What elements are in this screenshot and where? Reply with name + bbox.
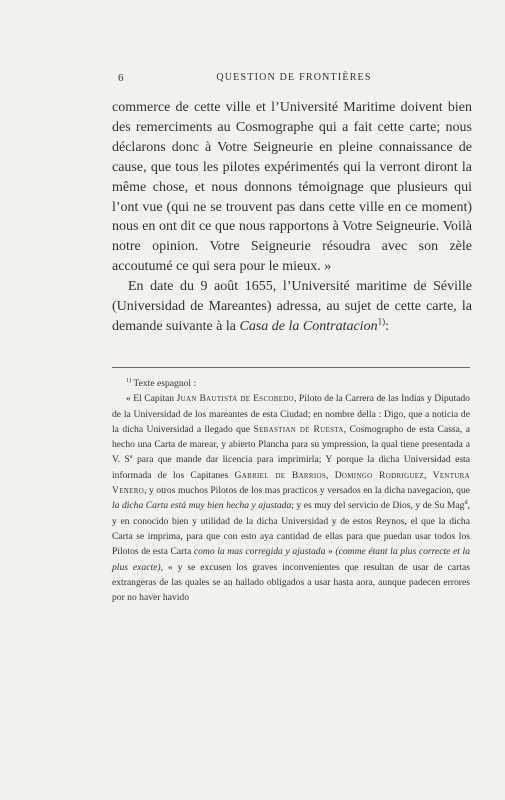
footnote [112, 376, 470, 605]
paragraph-1: commerce de cette ville et l’Université Maritime doivent bien des remerciments au Cosmographe qui a fait cette carte; nous déclarons donc à Votre Seigneurie en pleine connaissance de cause, que tous les pilotes expérimentés qui la verront diront la même chose, et nous donnons témoignage que plusieurs qui l’ont vue (qui ne se trouvent pas dans cette ville en ce moment) nous en ont dit ce que nous rapportons à Votre Seigneurie. Voilà notre opinion. Votre Seigneurie résoudra avec son zèle accoutumé ce qui sera pour le mieux. » [112, 100, 472, 275]
quote-text: ; y es muy del servicio de Dios, y de Su Mag [291, 500, 465, 512]
quote-text: para que mande dar licencia para imprimirla; Y porque la dicha Universidad esta informada de los Capitanes [112, 454, 470, 481]
superscript: a [129, 453, 133, 461]
quote-text: » [325, 546, 336, 558]
quote-text: , y otros muchos Pilotos de los mas practicos y versados en la dicha navegacion, que [144, 485, 470, 497]
paragraph-2 [112, 277, 472, 337]
person-name: Juan Bautista de Escobedo [176, 393, 295, 405]
italic-phrase: la dicha Carta está muy bien hecha y ajustada [112, 500, 292, 512]
italic-phrase: (comme étant la plus correcte et la plus exacte) [112, 546, 471, 573]
page-header [118, 72, 470, 86]
quote-text: , « y se excusen los graves inconvenientes que resultan de usar de cartas extrangeras de las quales se an hallado obligados a usar hasta aora, aunque padecen errores por no haver havido [112, 561, 470, 604]
person-name: Ventura Venero [112, 469, 471, 497]
body-text [112, 98, 472, 337]
quote-text: , Cosmographo de esta Cassa, a hecho una Carta de marear, y abierto Plancha para su ympression, la qual tiene presentada a V. S [112, 423, 470, 466]
paragraph-2-end: : [385, 318, 390, 334]
spanish-quote [112, 391, 470, 605]
casa-de-la-contratacion: Casa de la Contratacion [239, 318, 378, 334]
person-name: Gabriel de Barrios [234, 469, 327, 481]
footnote-label-text: Texte espagnol : [131, 378, 197, 389]
italic-phrase: como la mas corregida y ajustada [193, 546, 326, 558]
quote-text: , [423, 469, 433, 481]
running-title: QUESTION DE FRONTIÈRES [216, 72, 372, 83]
quote-text: , Piloto de la Carrera de las Indias y Diputado de la Universidad de los mareantes de esta Ciudad; en nombre della : Digo, que a noticia de la dicha Universidad a llegado que [112, 393, 470, 435]
footnote-divider [112, 367, 470, 368]
person-name: Sebastian de Ruesta [253, 423, 344, 435]
person-name: Domingo Rodriguez [334, 469, 424, 481]
footnote-reference: 1) [377, 316, 386, 327]
footnote-label [112, 376, 470, 391]
paragraph-2-text: En date du 9 août 1655, l’Université maritime de Séville (Universidad de Mareantes) adressa, au sujet de cette carte, la demande suivante à la [112, 279, 472, 334]
quote-text: « El Capitan [126, 393, 177, 405]
quote-text: , y en conocido bien y utilidad de la dicha Universidad y de estos Reynos, el que la dicha Carta se imprima, para que con esto aya cantidad de ellas para que puedan usar todos los Pilotos de esta Carta [112, 500, 470, 558]
page-number: 6 [118, 72, 124, 84]
quote-text: , [326, 469, 335, 481]
superscript: d [464, 499, 468, 507]
footnote-marker: 1) [126, 376, 132, 384]
